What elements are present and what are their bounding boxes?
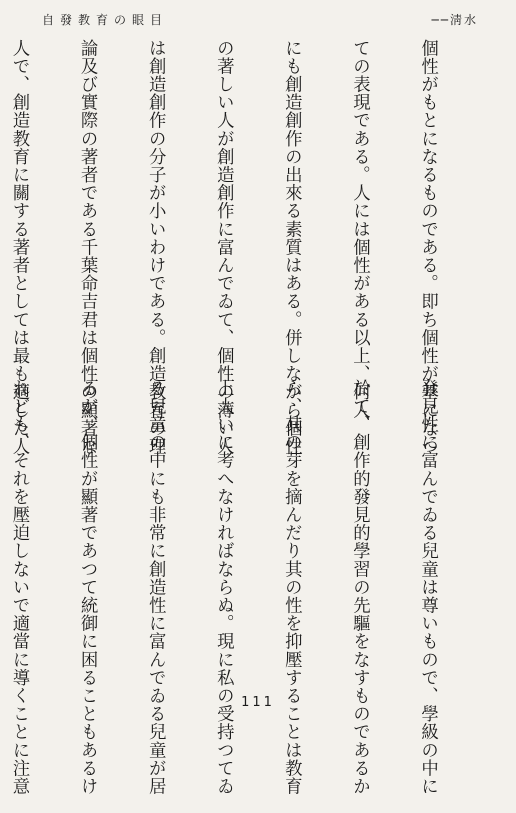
text-line: 論及び實際の著者である千葉命吉君は個性の顯著な [77,39,98,456]
text-line: るが、個性が顯著であつて統御に困ることもあるけ [77,379,98,796]
text-block-top [8,39,484,456]
text-line: 上大いに考へなければならぬ。現に私の受持つてゐ [213,379,234,796]
text-line: 於て、創作的發見的學習の先驅をなすものであるか [349,379,370,796]
text-line: は創造創作の分子が小いわけである。創造教育の理 [145,39,166,456]
text-line: にも創造創作の出來る素質はある。併しながら個性 [281,39,302,456]
text-line: れども、それを壓迫しないで適當に導くことに注意 [8,379,29,796]
text-line: る兒童の中にも非常に創造性に富んでゐる兒童が居 [145,379,166,796]
text-line: 發見性に富んでゐる兒童は尊いもので、學級の中に [417,379,438,796]
text-line: 人で、創造教育に關する著者としては最も適した人 [8,39,29,456]
text-line: 個性がもとになるものである。即ち個性が基になつ [417,39,438,456]
page-number: 111 [241,695,275,710]
running-title: 自發教育の眼目 [42,12,169,27]
text-line: の著しい人が創造創作に富んでゐて、個性の薄い人 [213,39,234,456]
text-line: ての表現である。人には個性がある以上、何人 [349,39,370,420]
text-line: ら、其の芽を摘んだり其の性を抑壓することは教育 [281,379,302,796]
running-header [42,10,478,28]
running-author: ──淸水 [431,12,478,27]
